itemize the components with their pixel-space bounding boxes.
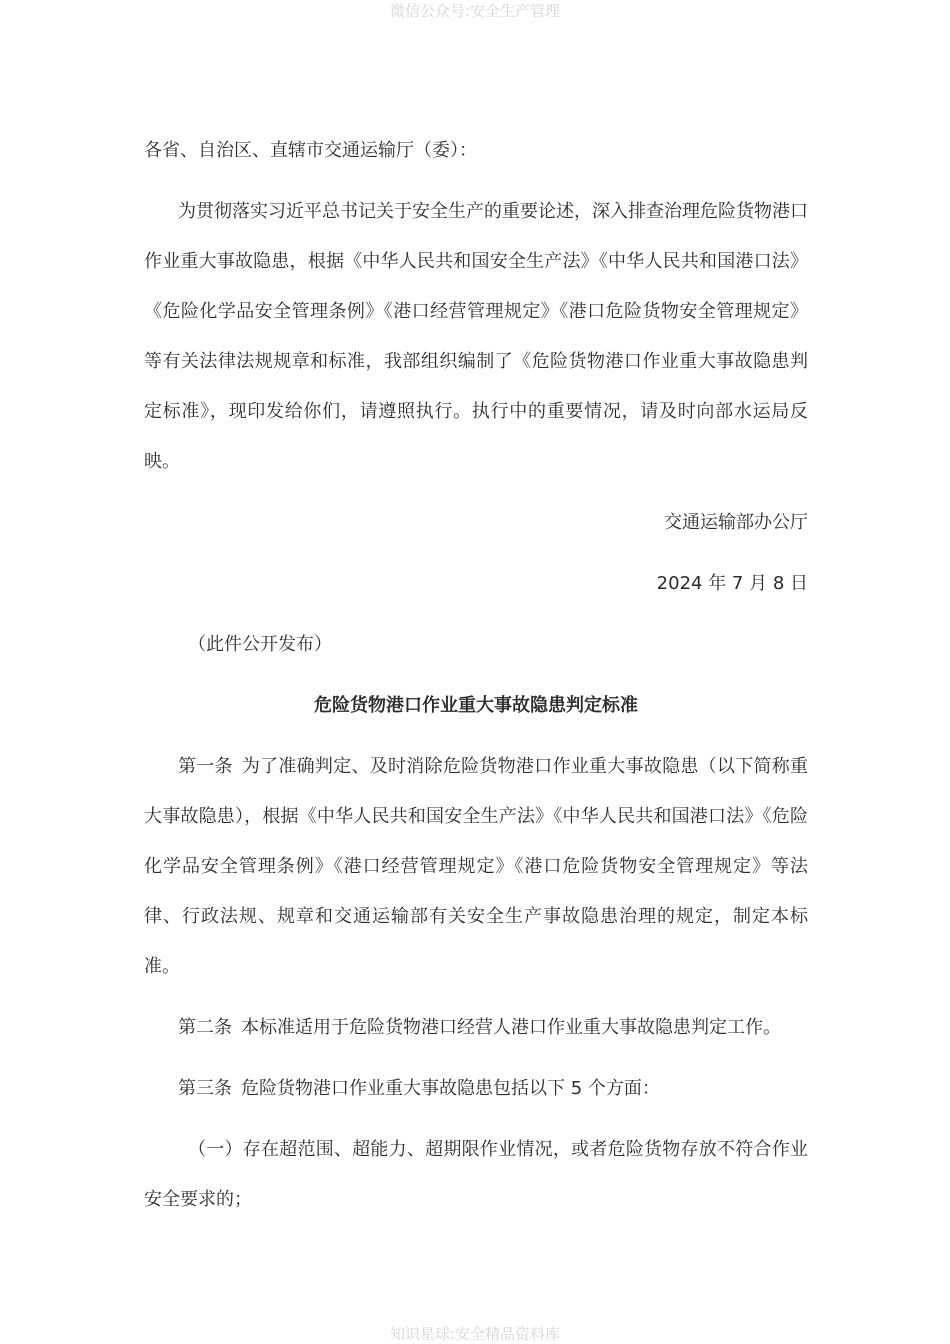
list-item: （一）存在超范围、超能力、超期限作业情况，或者危险货物存放不符合作业安全要求的； bbox=[144, 1139, 808, 1210]
salutation: 各省、自治区、直辖市交通运输厅（委）： bbox=[144, 140, 477, 161]
article-text: 本标准适用于危险货物港口经营人港口作业重大事故隐患判定工作。 bbox=[241, 1017, 781, 1038]
issuer: 交通运输部办公厅 bbox=[664, 512, 808, 533]
article-label: 第三条 bbox=[178, 1078, 232, 1099]
standard-title: 危险货物港口作业重大事故隐患判定标准 bbox=[314, 695, 638, 716]
article-3 bbox=[144, 1064, 808, 1114]
article-text: 危险货物港口作业重大事故隐患包括以下 5 个方面： bbox=[241, 1078, 660, 1099]
document-body bbox=[144, 126, 808, 1225]
article-1 bbox=[144, 742, 808, 992]
watermark-bottom: 知识星球:安全精品资料库 bbox=[389, 1325, 561, 1343]
issue-date: 2024 年 7 月 8 日 bbox=[656, 573, 808, 594]
publication-note: （此件公开发布） bbox=[188, 634, 332, 655]
notice-body: 为贯彻落实习近平总书记关于安全生产的重要论述，深入排查治理危险货物港口作业重大事故隐患，根据《中华人民共和国安全生产法》《中华人民共和国港口法》《危险化学品安全管理条例》《港口经营管理规定》《港口危险货物安全管理规定》等有关法律法规规章和标准，我部组织编制了《危险货物港口作业重大事故隐患判定标准》，现印发给你们，请遵照执行。执行中的重要情况，请及时向部水运局反映。 bbox=[144, 201, 808, 472]
article-label: 第一条 bbox=[178, 756, 233, 777]
article-text: 为了准确判定、及时消除危险货物港口作业重大事故隐患（以下简称重大事故隐患），根据《中华人民共和国安全生产法》《中华人民共和国港口法》《危险化学品安全管理条例》《港口经营管理规定》《港口危险货物安全管理规定》等法律、行政法规、规章和交通运输部有关安全生产事故隐患治理的规定，制定本标准。 bbox=[144, 756, 809, 977]
article-2 bbox=[144, 1003, 808, 1053]
watermark-top: 微信公众号:安全生产管理 bbox=[389, 2, 561, 20]
article-label: 第二条 bbox=[178, 1017, 232, 1038]
